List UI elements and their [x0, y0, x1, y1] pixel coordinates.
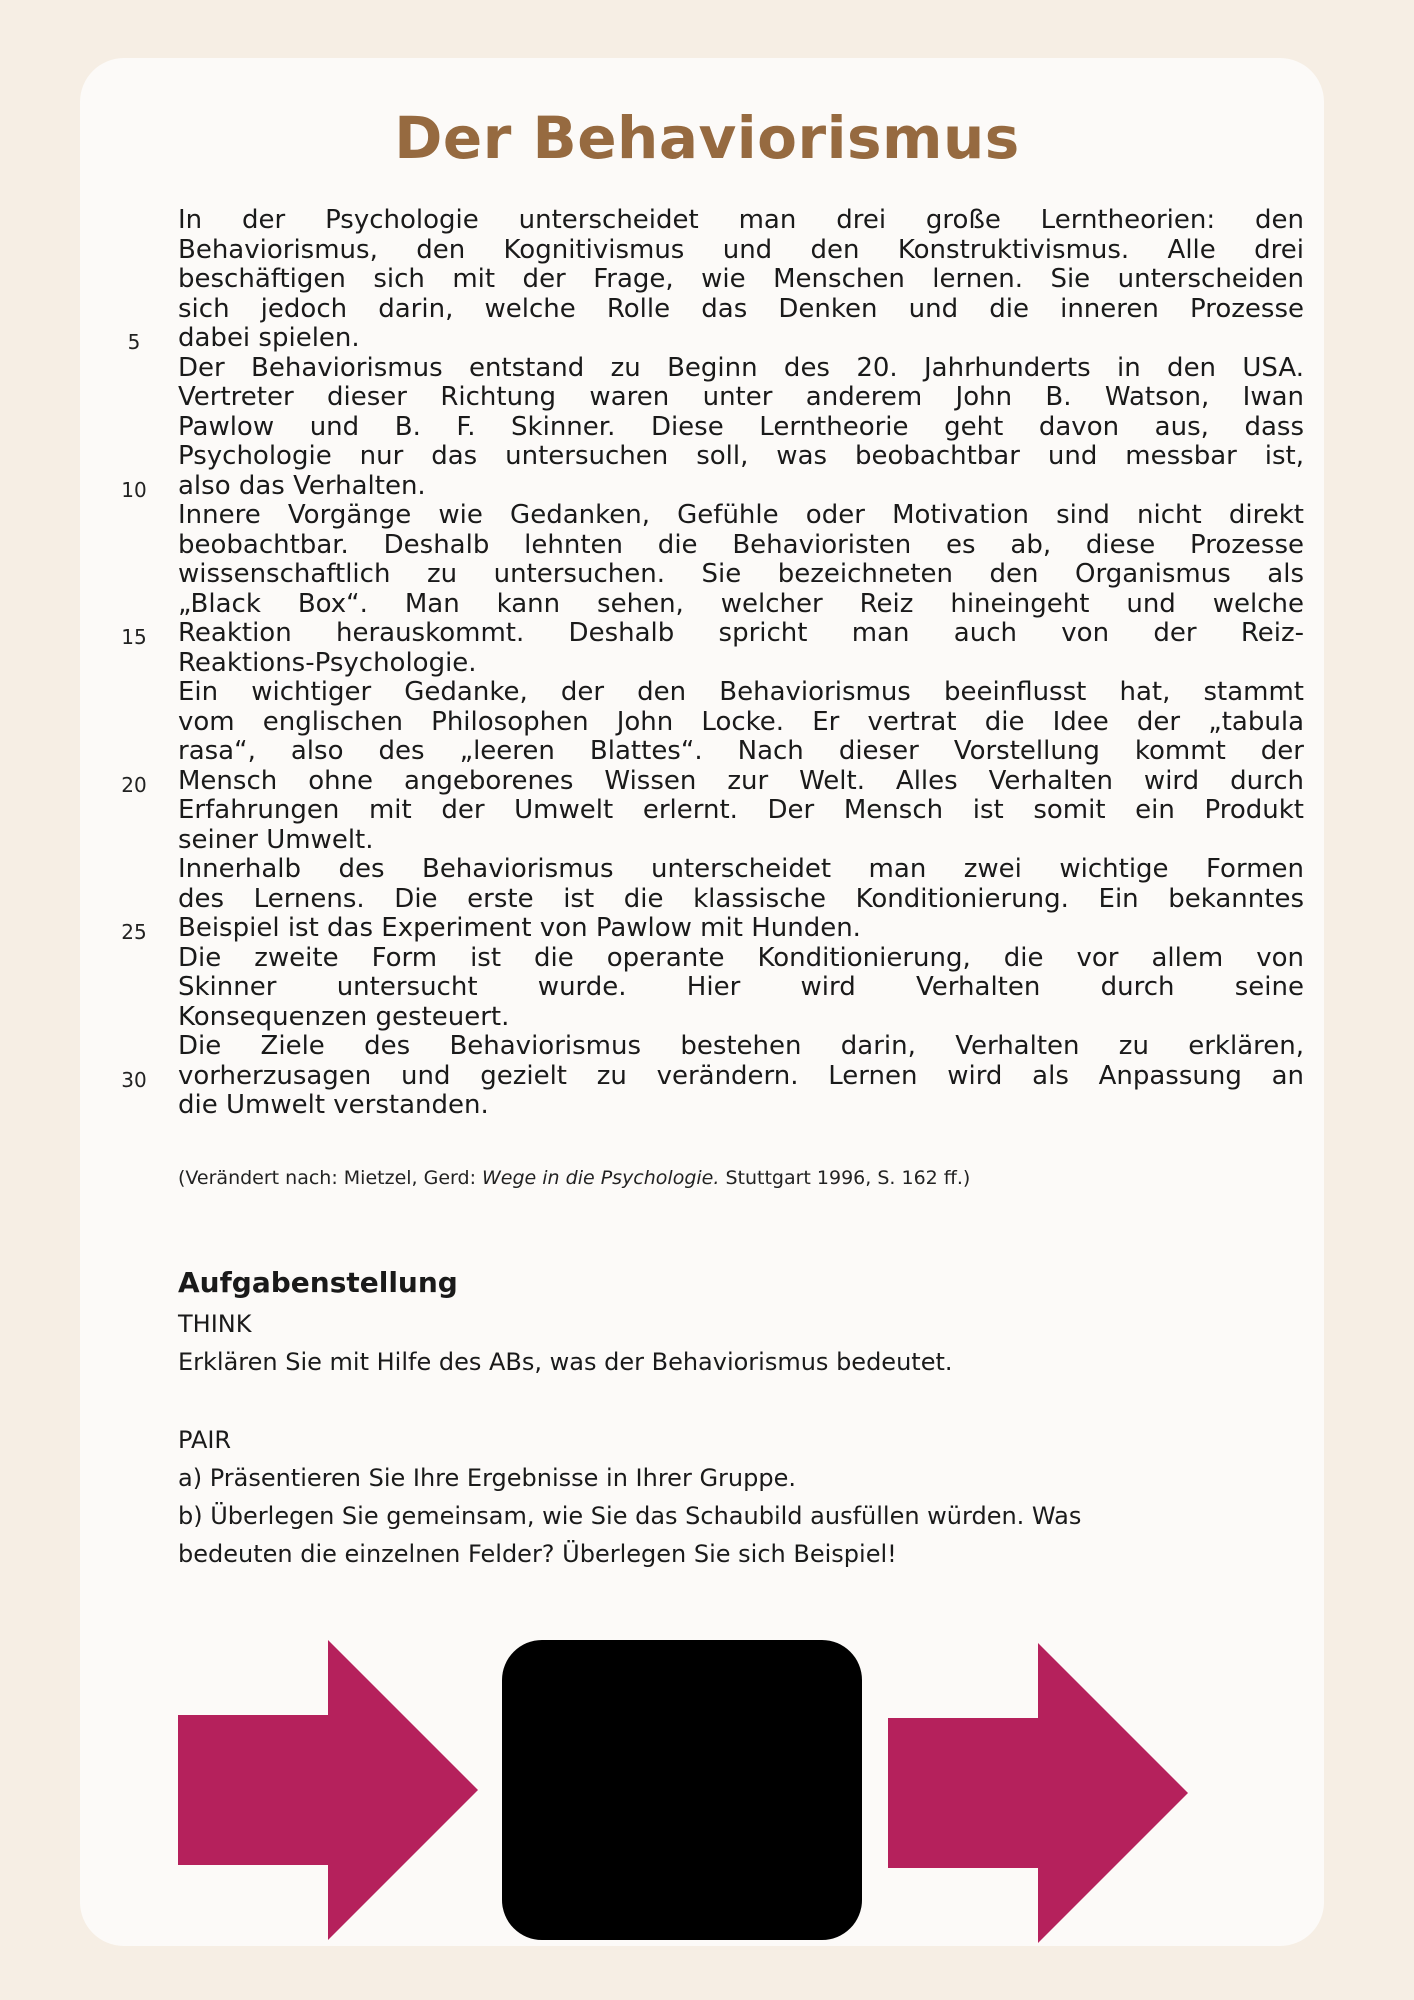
text-line: Ein wichtiger Gedanke, der den Behaviorismus beeinflusst hat, stammt	[178, 677, 1304, 707]
source-book-title: Wege in die Psychologie.	[482, 1167, 720, 1189]
think-text: Erklären Sie mit Hilfe des ABs, was der Behaviorismus bedeutet.	[178, 1348, 953, 1376]
text-line: Die zweite Form ist die operante Konditionierung, die vor allem von	[178, 942, 1304, 973]
text-line: also das Verhalten.	[178, 470, 426, 501]
page-title: Der Behaviorismus	[394, 104, 1020, 172]
line-number: 10	[121, 477, 147, 502]
text-line: des Lernens. Die erste ist die klassische Konditionierung. Ein bekanntes	[178, 883, 1304, 914]
text-line: Die Ziele des Behaviorismus bestehen darin, Verhalten zu erklären,	[178, 1031, 1304, 1061]
text-line: seiner Umwelt.	[178, 824, 374, 855]
text-line: Behaviorismus, den Kognitivismus und den Konstruktivismus. Alle drei	[178, 234, 1304, 265]
text-line: Erfahrungen mit der Umwelt erlernt. Der Mensch ist somit ein Produkt	[178, 795, 1304, 825]
task-heading: Aufgabenstellung	[178, 1266, 458, 1299]
pair-task-b-line1: b) Überlegen Sie gemeinsam, wie Sie das Schaubild ausfüllen würden. Was	[178, 1502, 1082, 1530]
pair-label: PAIR	[178, 1426, 232, 1454]
text-line: beschäftigen sich mit der Frage, wie Menschen lernen. Sie unterscheiden	[178, 264, 1304, 294]
text-line: Reaktion herauskommt. Deshalb spricht man auch von der Reiz-	[178, 618, 1304, 648]
text-line: Vertreter dieser Richtung waren unter anderem John B. Watson, Iwan	[178, 382, 1304, 412]
source-prefix: (Verändert nach: Mietzel, Gerd:	[178, 1167, 483, 1189]
black-box	[502, 1640, 862, 1940]
line-number: 30	[121, 1067, 147, 1092]
source-suffix: Stuttgart 1996, S. 162 ff.)	[719, 1167, 971, 1189]
left-arrow-shape	[178, 1640, 478, 1940]
line-number: 20	[121, 772, 147, 797]
line-number: 25	[121, 920, 147, 944]
text-line: dabei spielen.	[178, 323, 360, 353]
text-line: Psychologie nur das untersuchen soll, was beobachtbar und messbar ist,	[178, 441, 1304, 471]
text-line: Konsequenzen gesteuert.	[178, 1001, 510, 1032]
text-line: Reaktions-Psychologie.	[178, 647, 477, 678]
text-line: vorherzusagen und gezielt zu verändern. Lernen wird als Anpassung an	[178, 1060, 1304, 1091]
text-line: Skinner untersucht wurde. Hier wird Verhalten durch seine	[178, 972, 1304, 1002]
think-label: THINK	[178, 1310, 252, 1338]
pair-task-a: a) Präsentieren Sie Ihre Ergebnisse in Ihrer Gruppe.	[178, 1464, 796, 1492]
text-line: rasa“, also des „leeren Blattes“. Nach dieser Vorstellung kommt der	[178, 736, 1304, 766]
text-line: vom englischen Philosophen John Locke. Er vertrat die Idee der „tabula	[178, 706, 1304, 737]
line-number: 5	[127, 330, 141, 354]
right-arrow-shape	[888, 1643, 1188, 1943]
text-line: Innere Vorgänge wie Gedanken, Gefühle oder Motivation sind nicht direkt	[178, 500, 1304, 530]
text-line: die Umwelt verstanden.	[178, 1090, 489, 1120]
line-number: 15	[121, 625, 147, 649]
text-line: Innerhalb des Behaviorismus unterscheidet man zwei wichtige Formen	[178, 854, 1304, 884]
text-line: sich jedoch darin, welche Rolle das Denken und die inneren Prozesse	[178, 293, 1304, 324]
text-line: Pawlow und B. F. Skinner. Diese Lerntheorie geht davon aus, dass	[178, 411, 1304, 442]
text-line: Mensch ohne angeborenes Wissen zur Welt. Alles Verhalten wird durch	[178, 765, 1304, 796]
pair-task-b-line2: bedeuten die einzelnen Felder? Überlegen Sie sich Beispiel!	[178, 1540, 897, 1568]
text-line: Beispiel ist das Experiment von Pawlow mit Hunden.	[178, 913, 861, 943]
main-text	[178, 206, 1304, 1121]
left-arrow-icon	[178, 1640, 478, 1940]
text-line: „Black Box“. Man kann sehen, welcher Reiz hineingeht und welche	[178, 588, 1304, 619]
text-line: beobachtbar. Deshalb lehnten die Behavioristen es ab, diese Prozesse	[178, 529, 1304, 560]
right-arrow-icon	[888, 1643, 1188, 1943]
text-line: In der Psychologie unterscheidet man drei große Lerntheorien: den	[178, 205, 1304, 235]
text-line: Der Behaviorismus entstand zu Beginn des 20. Jahrhunderts in den USA.	[178, 352, 1304, 383]
text-line: wissenschaftlich zu untersuchen. Sie bezeichneten den Organismus als	[178, 559, 1304, 589]
source-citation	[178, 1167, 970, 1189]
